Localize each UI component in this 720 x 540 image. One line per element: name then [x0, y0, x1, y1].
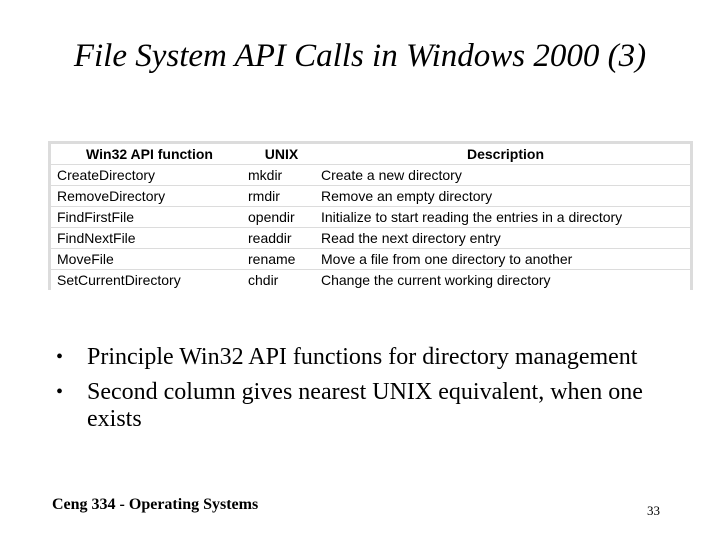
- unix-equivalent-cell: rename: [242, 249, 315, 269]
- bullet-marker: •: [56, 346, 64, 368]
- description-cell: Read the next directory entry: [315, 228, 690, 248]
- bullet-marker: •: [56, 381, 64, 403]
- description-cell: Remove an empty directory: [315, 186, 690, 206]
- header-description: Description: [315, 144, 690, 164]
- table-row: [51, 270, 690, 290]
- win32-function-cell: RemoveDirectory: [51, 186, 242, 206]
- win32-function-cell: MoveFile: [51, 249, 242, 269]
- unix-equivalent-cell: readdir: [242, 228, 315, 248]
- header-win32-api-function: Win32 API function: [51, 144, 242, 164]
- unix-equivalent-cell: opendir: [242, 207, 315, 227]
- win32-function-cell: FindNextFile: [51, 228, 242, 248]
- bullet-text: Principle Win32 API functions for directory management: [87, 344, 638, 370]
- win32-function-cell: SetCurrentDirectory: [51, 270, 242, 290]
- page-number: 33: [647, 503, 660, 518]
- table-row: [51, 165, 690, 185]
- table-header-row: [51, 144, 690, 164]
- table-row: [51, 207, 690, 227]
- slide-title: File System API Calls in Windows 2000 (3): [73, 38, 647, 74]
- description-cell: Create a new directory: [315, 165, 690, 185]
- unix-equivalent-cell: mkdir: [242, 165, 315, 185]
- bullet-list: [56, 344, 676, 441]
- slide-footer: Ceng 334 - Operating Systems: [52, 496, 259, 513]
- unix-equivalent-cell: chdir: [242, 270, 315, 290]
- api-table: [51, 143, 690, 291]
- win32-function-cell: FindFirstFile: [51, 207, 242, 227]
- win32-function-cell: CreateDirectory: [51, 165, 242, 185]
- bullet-text: Second column gives nearest UNIX equivalent, when one exists: [87, 379, 643, 432]
- api-table-container: [48, 141, 693, 290]
- description-cell: Change the current working directory: [315, 270, 690, 290]
- description-cell: Initialize to start reading the entries in a directory: [315, 207, 690, 227]
- bullet-item: [56, 344, 676, 371]
- header-unix: UNIX: [242, 144, 315, 164]
- description-cell: Move a file from one directory to another: [315, 249, 690, 269]
- table-row: [51, 186, 690, 206]
- unix-equivalent-cell: rmdir: [242, 186, 315, 206]
- bullet-item: [56, 379, 676, 433]
- table-row: [51, 228, 690, 248]
- table-row: [51, 249, 690, 269]
